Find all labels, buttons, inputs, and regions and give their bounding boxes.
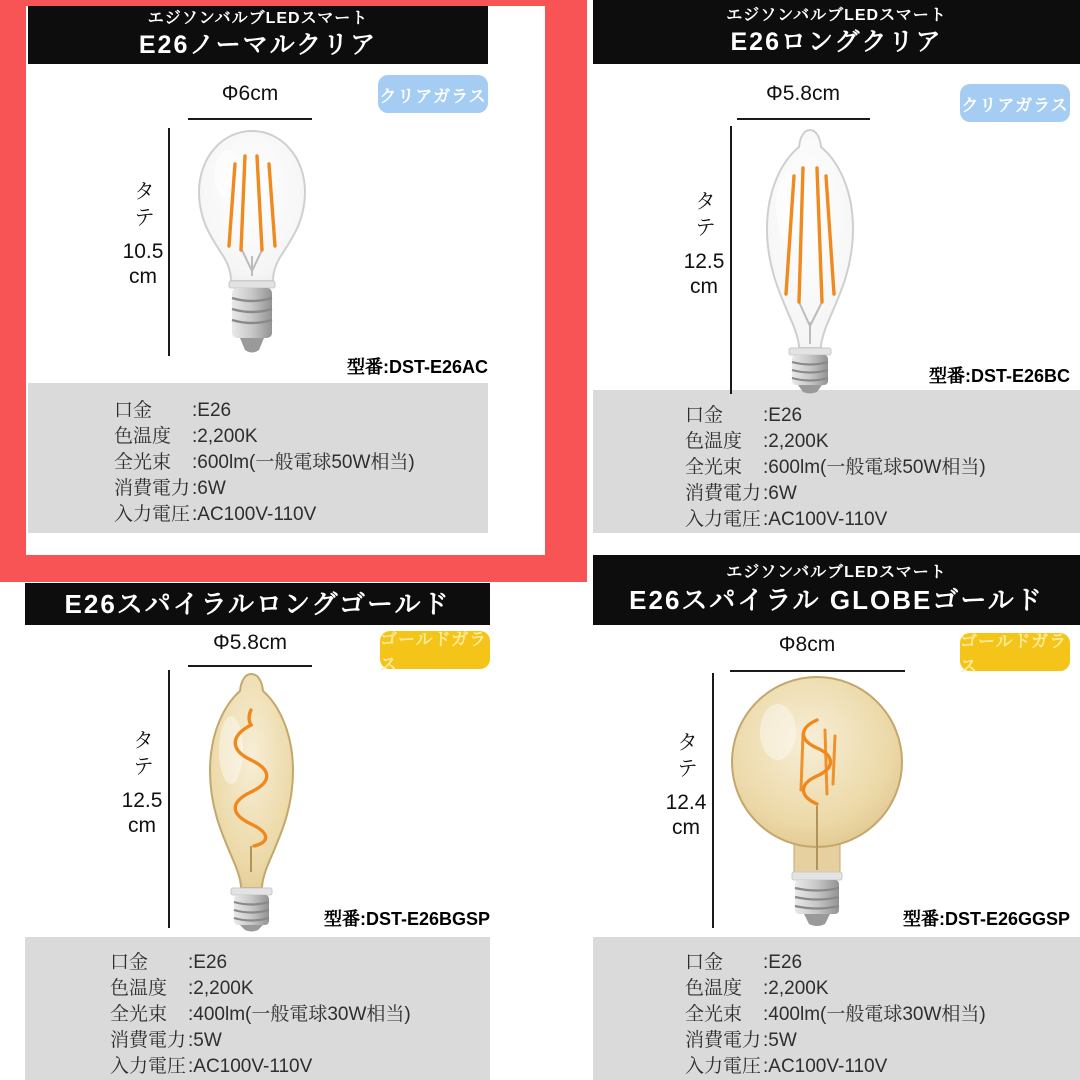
model-number: 型番:DST-E26AC bbox=[346, 357, 488, 377]
spec-value: :400lm(一般電球30W相当) bbox=[763, 1004, 986, 1025]
product-header bbox=[25, 583, 490, 625]
glass-type-badge: ゴールドガラス bbox=[380, 631, 490, 669]
spec-box bbox=[593, 390, 1080, 533]
spec-row bbox=[685, 507, 1080, 533]
spec-label: 色温度 bbox=[685, 978, 743, 999]
spec-row bbox=[685, 976, 1080, 1002]
spec-label: 入力電圧 bbox=[110, 1056, 187, 1077]
bulb-stage bbox=[593, 625, 1080, 937]
spec-value: :2,200K bbox=[763, 978, 829, 999]
spec-value: :2,200K bbox=[192, 426, 258, 447]
spec-row bbox=[114, 424, 488, 450]
spec-row bbox=[114, 398, 488, 424]
height-label: タテ bbox=[131, 180, 155, 232]
spec-label: 色温度 bbox=[685, 431, 743, 452]
glass-type-badge: ゴールドガラス bbox=[960, 633, 1070, 671]
spec-label: 口金 bbox=[110, 952, 149, 973]
product-card-e26-spiral-globe-gold bbox=[593, 555, 1080, 1080]
model-number: 型番:DST-E26GGSP bbox=[902, 909, 1070, 929]
model-number: 型番:DST-E26BC bbox=[928, 366, 1070, 386]
spec-label: 入力電圧 bbox=[114, 504, 191, 525]
brand-line: エジソンバルブLEDスマート bbox=[147, 9, 369, 27]
spec-box bbox=[593, 937, 1080, 1080]
height-annotation bbox=[663, 731, 709, 840]
product-header bbox=[28, 6, 488, 64]
spec-label: 入力電圧 bbox=[685, 1056, 762, 1077]
bulb-stage bbox=[28, 64, 488, 383]
height-measure-line bbox=[168, 128, 170, 356]
spec-value: :2,200K bbox=[763, 431, 829, 452]
spec-value: :E26 bbox=[763, 405, 803, 426]
height-label: タテ bbox=[674, 731, 698, 783]
product-name: E26ロングクリア bbox=[730, 27, 943, 56]
height-label: タテ bbox=[130, 729, 154, 781]
spec-value: :6W bbox=[763, 483, 797, 504]
spec-value: :5W bbox=[188, 1030, 222, 1051]
bulb-illustration-st-shape-gold-spiral bbox=[188, 670, 315, 932]
product-header bbox=[593, 555, 1080, 625]
model-number: 型番:DST-E26BGSP bbox=[323, 909, 490, 929]
spec-label: 全光束 bbox=[114, 452, 172, 473]
spec-value: :600lm(一般電球50W相当) bbox=[763, 457, 986, 478]
product-name: E26スパイラル GLOBEゴールド bbox=[629, 585, 1044, 616]
spec-row bbox=[110, 1028, 490, 1054]
diameter-label: Φ5.8cm bbox=[766, 82, 840, 105]
spec-label: 口金 bbox=[685, 405, 724, 426]
spec-row bbox=[685, 1054, 1080, 1080]
bulb-illustration-globe-gold-spiral bbox=[726, 672, 908, 932]
spec-label: 全光束 bbox=[685, 457, 743, 478]
spec-row bbox=[110, 1054, 490, 1080]
diameter-measure-line bbox=[737, 118, 870, 120]
product-name: E26ノーマルクリア bbox=[138, 30, 378, 59]
spec-row bbox=[685, 429, 1080, 455]
height-value: 12.5 bbox=[121, 789, 163, 812]
spec-row bbox=[685, 1028, 1080, 1054]
spec-label: 消費電力 bbox=[685, 483, 762, 504]
height-unit: cm bbox=[129, 265, 157, 289]
spec-value: :AC100V-110V bbox=[763, 509, 888, 530]
product-card-e26-spiral-long-gold bbox=[25, 583, 490, 1080]
height-unit: cm bbox=[690, 275, 718, 299]
height-measure-line bbox=[712, 673, 714, 928]
spec-row bbox=[110, 1002, 490, 1028]
product-name: E26スパイラルロングゴールド bbox=[64, 588, 451, 619]
height-measure-line bbox=[730, 126, 732, 394]
bulb-stage bbox=[593, 64, 1080, 390]
spec-row bbox=[685, 455, 1080, 481]
bulb-illustration-st-shape-clear bbox=[744, 126, 876, 394]
spec-value: :600lm(一般電球50W相当) bbox=[192, 452, 415, 473]
product-header bbox=[593, 0, 1080, 64]
spec-label: 消費電力 bbox=[110, 1030, 187, 1051]
spec-label: 入力電圧 bbox=[685, 509, 762, 530]
spec-box bbox=[28, 383, 488, 533]
spec-value: :AC100V-110V bbox=[763, 1056, 888, 1077]
glass-type-badge: クリアガラス bbox=[960, 84, 1070, 122]
height-annotation bbox=[119, 729, 165, 838]
height-value: 10.5 bbox=[122, 240, 164, 263]
product-card-e26-long-clear bbox=[593, 0, 1080, 533]
spec-value: :E26 bbox=[763, 952, 803, 973]
bulb-stage bbox=[25, 625, 490, 937]
spec-row bbox=[685, 950, 1080, 976]
spec-row bbox=[114, 450, 488, 476]
product-card-e26-normal-clear bbox=[28, 6, 488, 533]
height-value: 12.5 bbox=[683, 250, 725, 273]
diameter-label: Φ6cm bbox=[221, 82, 279, 105]
spec-value: :AC100V-110V bbox=[188, 1056, 313, 1077]
height-annotation bbox=[681, 190, 727, 299]
diameter-measure-line bbox=[188, 118, 312, 120]
spec-row bbox=[685, 1002, 1080, 1028]
diameter-measure-line bbox=[188, 665, 312, 667]
height-unit: cm bbox=[128, 814, 156, 838]
spec-label: 全光束 bbox=[685, 1004, 743, 1025]
bulb-illustration-a-shape-clear bbox=[190, 128, 314, 356]
height-label: タテ bbox=[692, 190, 716, 242]
spec-value: :AC100V-110V bbox=[192, 504, 317, 525]
spec-box bbox=[25, 937, 490, 1080]
brand-line: エジソンバルブLEDスマート bbox=[726, 564, 947, 582]
spec-value: :5W bbox=[763, 1030, 797, 1051]
spec-label: 消費電力 bbox=[685, 1030, 762, 1051]
spec-row bbox=[114, 502, 488, 528]
spec-label: 消費電力 bbox=[114, 478, 191, 499]
spec-row bbox=[110, 976, 490, 1002]
spec-label: 全光束 bbox=[110, 1004, 168, 1025]
spec-value: :E26 bbox=[188, 952, 228, 973]
height-value: 12.4 bbox=[665, 791, 707, 814]
spec-value: :2,200K bbox=[188, 978, 254, 999]
spec-label: 口金 bbox=[685, 952, 724, 973]
spec-value: :400lm(一般電球30W相当) bbox=[188, 1004, 411, 1025]
height-unit: cm bbox=[672, 816, 700, 840]
height-annotation bbox=[120, 180, 166, 289]
spec-row bbox=[685, 481, 1080, 507]
glass-type-badge: クリアガラス bbox=[378, 75, 488, 113]
spec-value: :6W bbox=[192, 478, 226, 499]
spec-value: :E26 bbox=[192, 400, 232, 421]
diameter-label: Φ5.8cm bbox=[213, 631, 287, 654]
spec-row bbox=[114, 476, 488, 502]
spec-label: 色温度 bbox=[110, 978, 168, 999]
spec-label: 色温度 bbox=[114, 426, 172, 447]
spec-row bbox=[110, 950, 490, 976]
height-measure-line bbox=[168, 670, 170, 928]
diameter-label: Φ8cm bbox=[778, 633, 836, 656]
spec-row bbox=[685, 403, 1080, 429]
brand-line: エジソンバルブLEDスマート bbox=[726, 6, 947, 24]
spec-label: 口金 bbox=[114, 400, 153, 421]
